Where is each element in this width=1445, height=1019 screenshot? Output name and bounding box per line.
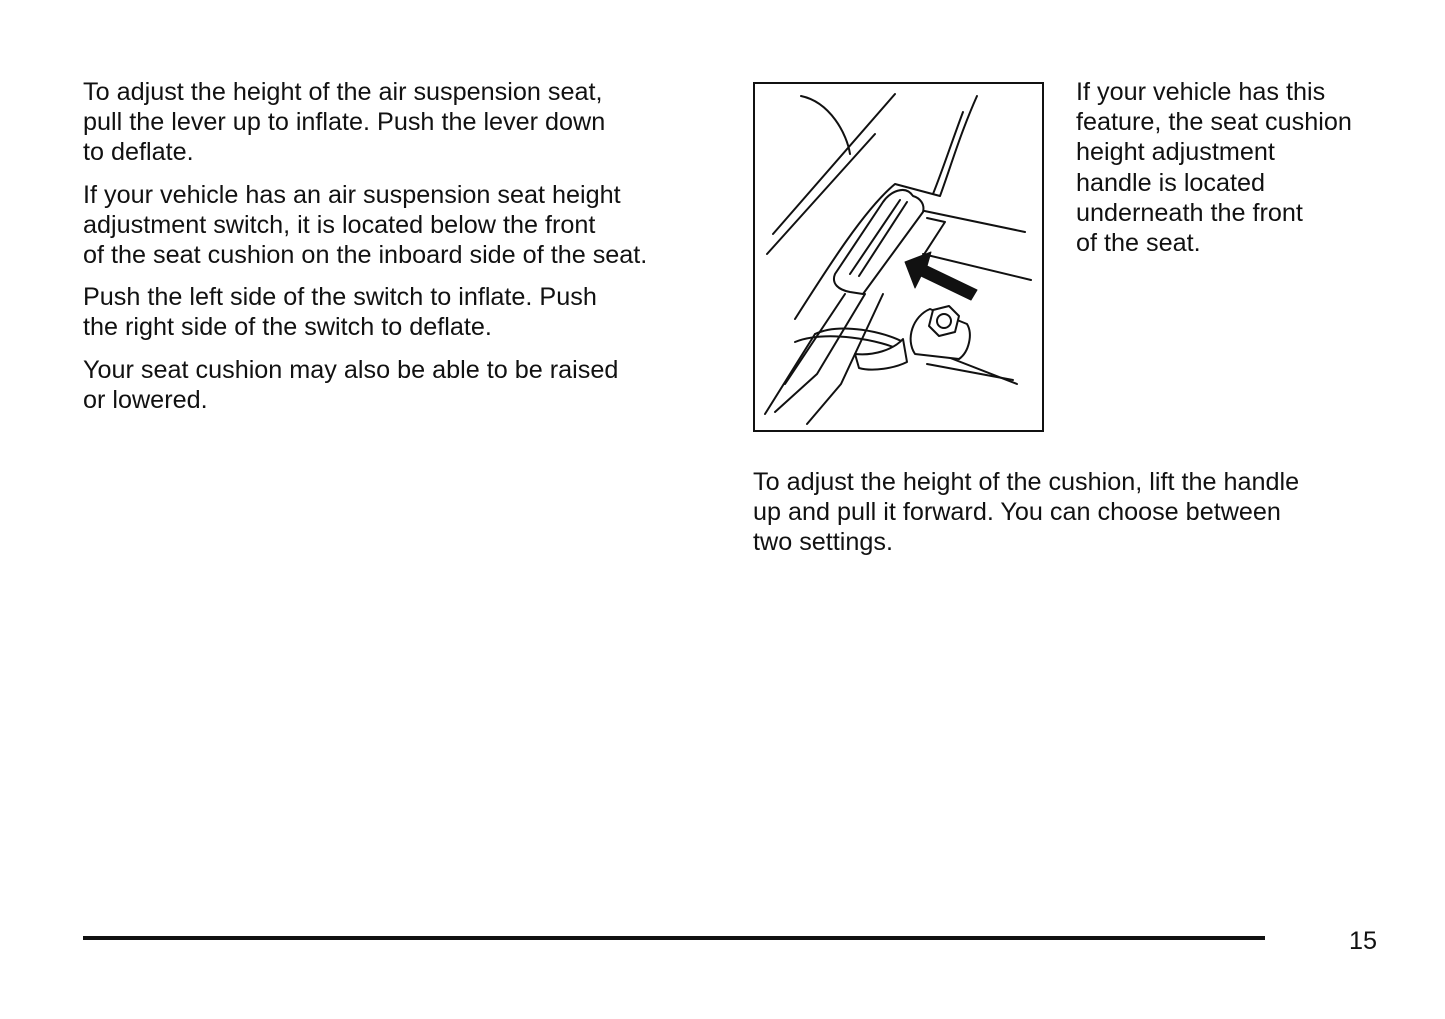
text-line: of the seat cushion on the inboard side of the seat. — [83, 241, 648, 270]
text-line: handle is located — [1076, 168, 1266, 197]
text-line: of the seat. — [1076, 229, 1201, 258]
text-line: To adjust the height of the air suspension seat, — [83, 78, 603, 106]
text-line: the right side of the switch to deflate. — [83, 313, 492, 342]
seat-cushion-figure — [753, 82, 1044, 432]
text-line: To adjust the height of the cushion, lift the handle — [753, 468, 1300, 496]
text-line: Your seat cushion may also be able to be raised — [83, 355, 619, 384]
figure-side-caption — [1076, 77, 1352, 258]
text-line: two settings. — [753, 528, 893, 557]
text-line: underneath the front — [1076, 198, 1303, 227]
page-number: 15 — [1349, 927, 1378, 955]
text-line: If your vehicle has an air suspension seat height — [83, 180, 621, 209]
text-line: to deflate. — [83, 138, 194, 167]
text-line: feature, the seat cushion — [1076, 108, 1352, 137]
text-line: up and pull it forward. You can choose between — [753, 498, 1281, 527]
left-column — [83, 77, 723, 427]
text-line: height adjustment — [1076, 138, 1275, 167]
paragraph-height-adjustment-switch — [83, 180, 723, 271]
paragraph-air-suspension-lever — [83, 77, 723, 168]
seat-cushion-handle-illustration-icon — [755, 84, 1042, 430]
text-line: or lowered. — [83, 385, 208, 414]
text-line: pull the lever up to inflate. Push the lever down — [83, 108, 606, 137]
paragraph-cushion-handle-instructions — [753, 467, 1299, 558]
paragraph-switch-inflate-deflate — [83, 282, 723, 342]
paragraph-cushion-raise-lower — [83, 355, 723, 415]
text-line: adjustment switch, it is located below the front — [83, 210, 596, 239]
text-line: If your vehicle has this — [1076, 78, 1326, 106]
footer-divider — [83, 936, 1265, 940]
text-line: Push the left side of the switch to inflate. Push — [83, 283, 597, 312]
